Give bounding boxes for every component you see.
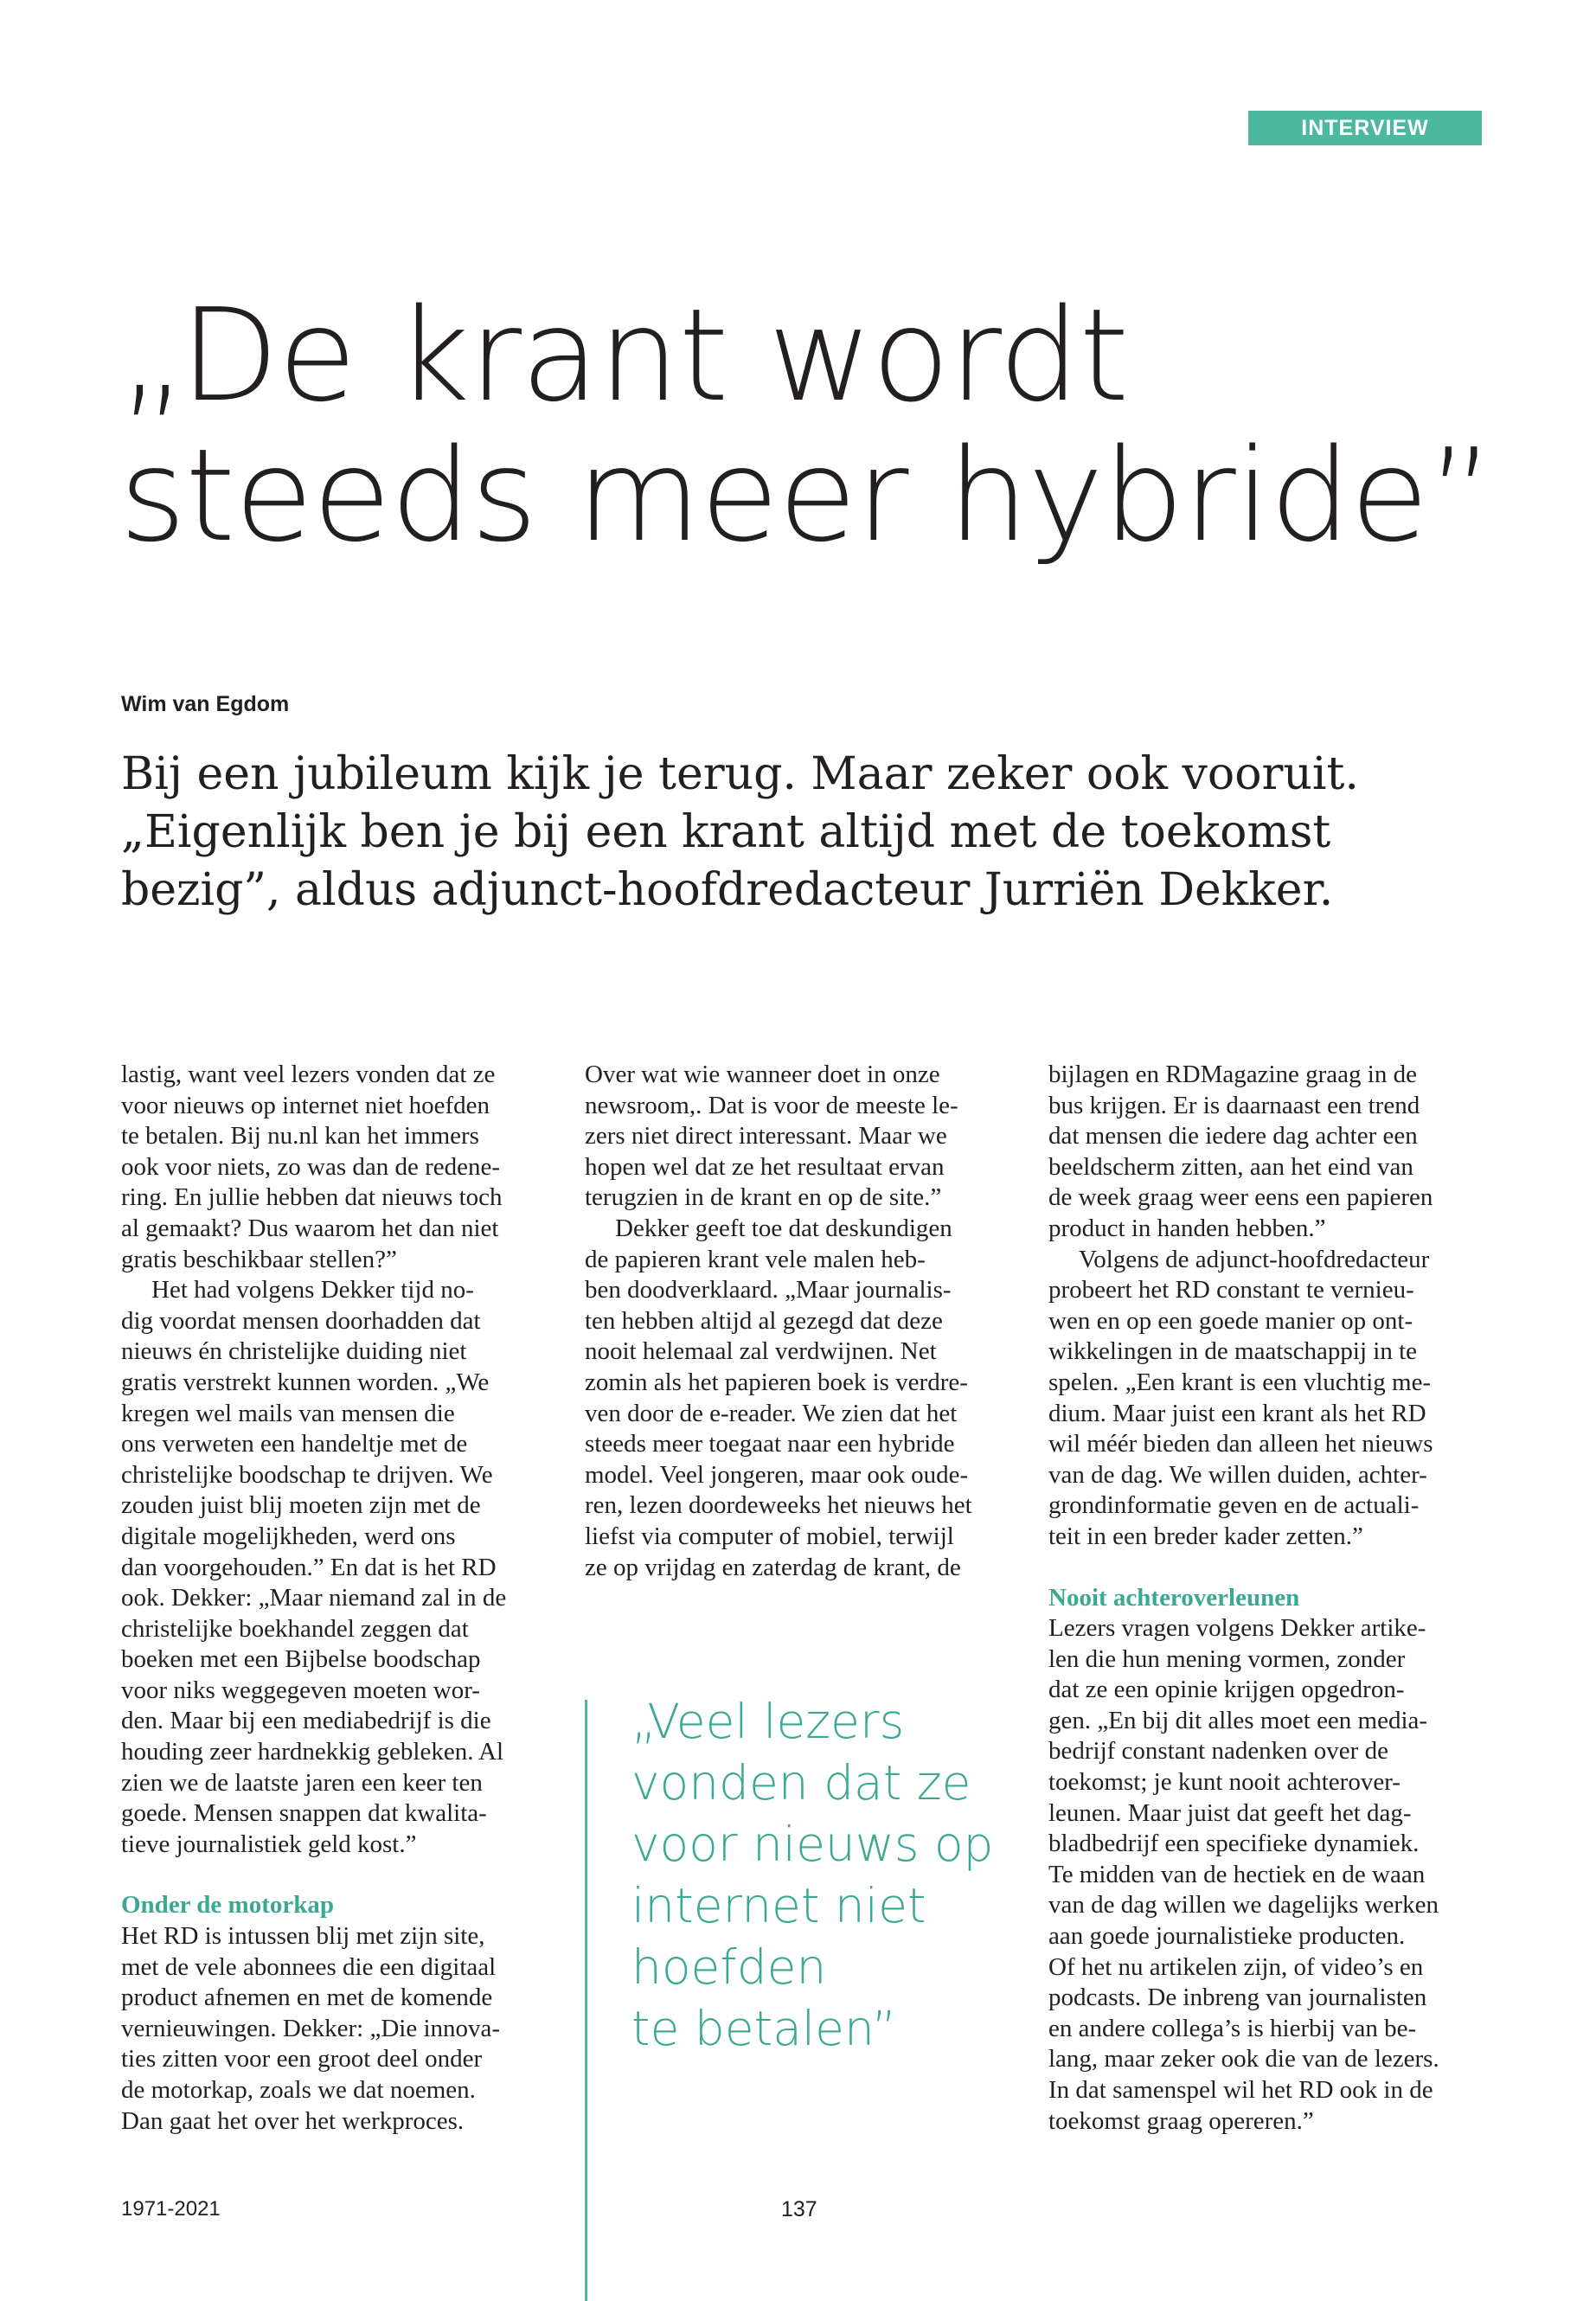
text-line: gen. „En bij dit alles moet een media- — [1048, 1706, 1428, 1734]
text-line: ben doodverklaard. „Maar journalis- — [585, 1276, 952, 1304]
text-line: wikkelingen in de maatschappij in te — [1048, 1337, 1418, 1366]
text-line: grondinformatie geven en de actuali- — [1048, 1491, 1420, 1520]
text-line: nieuws én christelijke duiding niet — [121, 1337, 467, 1366]
text-line: ven door de e-reader. We zien dat het — [585, 1399, 958, 1427]
text-line: dat mensen die iedere dag achter een — [1048, 1122, 1418, 1150]
text-line: aan goede journalistieke producten. — [1048, 1922, 1406, 1951]
text-line: leunen. Maar juist dat geeft het dag- — [1048, 1798, 1412, 1827]
text-line: podcasts. De inbreng van journalisten — [1048, 1984, 1427, 2012]
text-line: Dan gaat het over het werkproces. — [121, 2106, 465, 2135]
text-line: vernieuwingen. Dekker: „Die innova- — [121, 2014, 501, 2042]
section-tag: INTERVIEW — [1248, 111, 1482, 145]
text-line: Dekker geeft toe dat deskundigen — [615, 1214, 952, 1242]
text-line: christelijke boekhandel zeggen dat — [121, 1614, 469, 1643]
pullquote-rule — [585, 1700, 587, 2301]
headline-line: steeds meer hybride” — [119, 421, 1494, 570]
text-line: ons verweten een handeltje met de — [121, 1430, 468, 1458]
footer-edition: 1971-2021 — [121, 2197, 221, 2221]
text-line: spelen. „Een krant is een vluchtig me- — [1048, 1368, 1432, 1396]
text-line: dan voorgehouden.” En dat is het RD — [121, 1553, 497, 1581]
text-line: ring. En jullie hebben dat nieuws toch — [121, 1183, 503, 1212]
text-line: Te midden van de hectiek en de waan — [1048, 1860, 1426, 1888]
text-line: liefst via computer of mobiel, terwijl — [585, 1522, 954, 1550]
text-line: toekomst; je kunt nooit achterover- — [1048, 1768, 1401, 1797]
paragraph — [1048, 1060, 1481, 1245]
text-line: product afnemen en met de komende — [121, 1984, 493, 2012]
text-line: van de dag. We willen duiden, achter- — [1048, 1460, 1427, 1489]
text-line: kregen wel mails van mensen die — [121, 1399, 455, 1427]
text-line: houding zeer hardnekkig gebleken. Al — [121, 1738, 504, 1766]
headline — [119, 281, 1521, 570]
text-line: bijlagen en RDMagazine graag in de — [1048, 1061, 1417, 1088]
text-line: zers niet direct interessant. Maar we — [585, 1122, 947, 1150]
text-line: de motorkap, zoals we dat noemen. — [121, 2076, 476, 2104]
text-line: voor niks weggegeven moeten wor- — [121, 1676, 480, 1704]
text-line: de week graag weer eens een papieren — [1048, 1183, 1433, 1212]
text-line: boeken met een Bijbelse boodschap — [121, 1645, 481, 1674]
text-line: den. Maar bij een mediabedrijf is die — [121, 1707, 491, 1735]
text-line: probeert het RD constant te vernieu- — [1048, 1276, 1414, 1304]
text-line: Of het nu artikelen zijn, of video’s en — [1048, 1952, 1424, 1981]
text-line: beeldscherm zitten, aan het eind van — [1048, 1152, 1413, 1181]
text-line: ren, lezen doordeweeks het nieuws het — [585, 1491, 972, 1520]
text-line: Over wat wie wanneer doet in onze — [585, 1061, 940, 1088]
pull-quote-line: voor nieuws op — [631, 1817, 994, 1872]
text-line: en andere collega’s is hierbij van be- — [1048, 2014, 1417, 2042]
text-line: gratis verstrekt kunnen worden. „We — [121, 1368, 490, 1396]
text-line: steeds meer toegaat naar een hybride — [585, 1430, 955, 1458]
text-line: newsroom,. Dat is voor de meeste le- — [585, 1091, 958, 1119]
text-line: bedrijf constant nadenken over de — [1048, 1737, 1388, 1766]
text-line: len die hun mening vormen, zonder — [1048, 1644, 1406, 1673]
page-number: 137 — [781, 2197, 817, 2221]
text-line: christelijke boodschap te drijven. We — [121, 1460, 493, 1489]
intro-line: Bij een jubileum kijk je terug. Maar zeker ook vooruit. — [121, 748, 1359, 800]
article-column-3 — [1048, 1060, 1481, 2137]
text-line: In dat samenspel wil het RD ook in de — [1048, 2076, 1433, 2104]
intro-lead — [121, 746, 1522, 920]
paragraph — [1048, 1245, 1481, 1553]
byline: Wim van Egdom — [121, 692, 290, 716]
pull-quote-line: hoefden — [631, 1939, 827, 1995]
article-column-1 — [121, 1060, 545, 2137]
text-line: zomin als het papieren boek is verdre- — [585, 1368, 968, 1396]
text-line: teit in een breder kader zetten.” — [1048, 1522, 1363, 1550]
paragraph — [121, 1275, 545, 1860]
text-line: dat ze een opinie krijgen opgedron- — [1048, 1676, 1405, 1704]
text-line: te betalen. Bij nu.nl kan het immers — [121, 1122, 479, 1150]
paragraph — [585, 1214, 1017, 1583]
text-line: ties zitten voor een groot deel onder — [121, 2045, 483, 2073]
text-line: ten hebben altijd al gezegd dat deze — [585, 1306, 943, 1335]
text-line: lastig, want veel lezers vonden dat ze — [121, 1061, 496, 1088]
text-line: van de dag willen we dagelijks werken — [1048, 1891, 1439, 1920]
text-line: tieve journalistiek geld kost.” — [121, 1830, 417, 1858]
article-column-2 — [585, 1060, 1017, 1583]
text-line: toekomst graag opereren.” — [1048, 2106, 1314, 2135]
text-line: bladbedrijf een specifieke dynamiek. — [1048, 1830, 1420, 1858]
text-line: wen en op een goede manier op ont- — [1048, 1306, 1413, 1335]
text-line: lang, maar zeker ook die van de lezers. — [1048, 2045, 1439, 2073]
paragraph — [121, 1921, 545, 2137]
paragraph — [121, 1060, 545, 1275]
text-line: goede. Mensen snappen dat kwalita- — [121, 1799, 487, 1828]
intro-line: „Eigenlijk ben je bij een krant altijd met de toekomst — [121, 806, 1331, 858]
pull-quote-line: te betalen” — [631, 2001, 897, 2056]
pull-quote-line: internet niet — [631, 1878, 926, 1933]
pull-quote — [631, 1691, 1081, 2060]
text-line: Volgens de adjunct-hoofdredacteur — [1079, 1245, 1430, 1273]
text-line: product in handen hebben.” — [1048, 1214, 1326, 1242]
text-line: dig voordat mensen doorhadden dat — [121, 1306, 481, 1335]
pull-quote-line: „Veel lezers — [631, 1694, 905, 1749]
pull-quote-line: vonden dat ze — [631, 1755, 971, 1811]
subheading: Nooit achteroverleunen — [1048, 1583, 1300, 1612]
text-line: ze op vrijdag en zaterdag de krant, de — [585, 1553, 961, 1581]
subheading: Onder de motorkap — [121, 1891, 334, 1920]
text-line: nooit helemaal zal verdwijnen. Net — [585, 1337, 937, 1366]
text-line: gratis beschikbaar stellen?” — [121, 1245, 397, 1273]
text-line: de papieren krant vele malen heb- — [585, 1245, 926, 1273]
text-line: zouden juist blij moeten zijn met de — [121, 1491, 481, 1520]
text-line: ook voor niets, zo was dan de redene- — [121, 1152, 501, 1181]
text-line: Het RD is intussen blij met zijn site, — [121, 1922, 485, 1951]
text-line: digitale mogelijkheden, werd ons — [121, 1522, 456, 1550]
text-line: terugzien in de krant en op de site.” — [585, 1183, 942, 1212]
text-line: met de vele abonnees die een digitaal — [121, 1952, 497, 1981]
text-line: wil méér bieden dan alleen het nieuws — [1048, 1430, 1433, 1458]
headline-line: „De krant wordt — [119, 281, 1129, 430]
intro-line: bezig”, aldus adjunct-hoofdredacteur Jurriën Dekker. — [121, 864, 1334, 916]
text-line: ook. Dekker: „Maar niemand zal in de — [121, 1584, 507, 1612]
text-line: bus krijgen. Er is daarnaast een trend — [1048, 1091, 1420, 1119]
paragraph — [1048, 1613, 1481, 2137]
text-line: hopen wel dat ze het resultaat ervan — [585, 1152, 945, 1181]
text-line: Lezers vragen volgens Dekker artike- — [1048, 1614, 1426, 1643]
text-line: al gemaakt? Dus waarom het dan niet — [121, 1214, 499, 1242]
text-line: dium. Maar juist een krant als het RD — [1048, 1399, 1426, 1427]
paragraph — [585, 1060, 1017, 1214]
text-line: zien we de laatste jaren een keer ten — [121, 1768, 483, 1797]
text-line: model. Veel jongeren, maar ook oude- — [585, 1460, 969, 1489]
text-line: Het had volgens Dekker tijd no- — [151, 1276, 474, 1304]
text-line: voor nieuws op internet niet hoefden — [121, 1091, 490, 1119]
